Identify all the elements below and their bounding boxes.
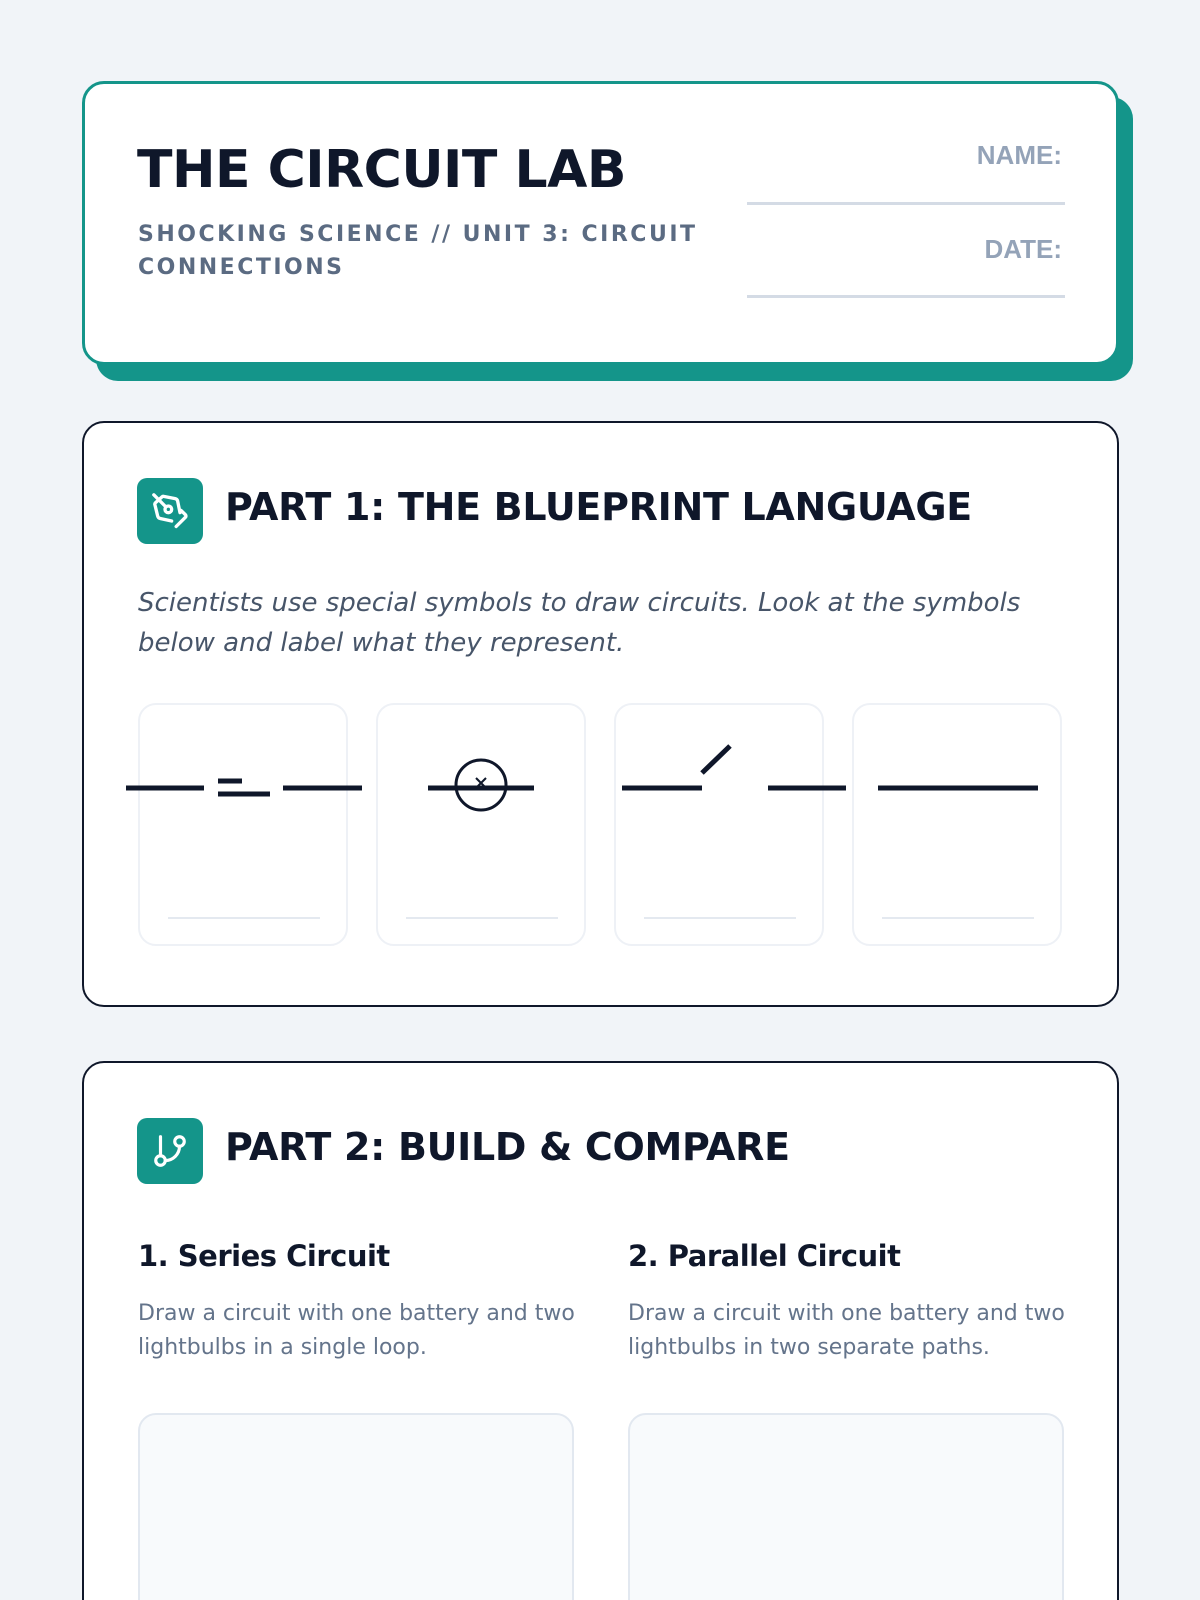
- wire-symbol-icon: [854, 705, 1064, 948]
- symbol-answer-line[interactable]: [168, 917, 320, 919]
- symbol-card-lightbulb: [376, 703, 586, 946]
- page-title: THE CIRCUIT LAB: [137, 140, 626, 200]
- part2-section: [82, 1061, 1119, 1600]
- parallel-heading: 2. Parallel Circuit: [628, 1239, 901, 1273]
- page-subtitle: SHOCKING SCIENCE // UNIT 3: CIRCUIT CONNECTIONS: [138, 222, 698, 280]
- git-branch-icon: [137, 1118, 203, 1184]
- name-label: NAME:: [976, 140, 1062, 170]
- symbol-answer-line[interactable]: [406, 917, 558, 919]
- parallel-drawing-area[interactable]: [628, 1413, 1064, 1600]
- symbol-card-battery: [138, 703, 348, 946]
- part2-title: PART 2: BUILD & COMPARE: [225, 1125, 790, 1169]
- part1-intro: Scientists use special symbols to draw circuits. Look at the symbols below and label what they represent.: [138, 588, 1021, 658]
- name-field[interactable]: [747, 202, 1065, 205]
- symbol-answer-line[interactable]: [644, 917, 796, 919]
- date-label: DATE:: [984, 234, 1062, 264]
- header-card: [82, 81, 1119, 365]
- series-description: Draw a circuit with one battery and two lightbulbs in a single loop.: [138, 1301, 575, 1360]
- series-heading: 1. Series Circuit: [138, 1239, 390, 1273]
- symbol-answer-line[interactable]: [882, 917, 1034, 919]
- series-drawing-area[interactable]: [138, 1413, 574, 1600]
- battery-symbol-icon: [140, 705, 350, 948]
- part1-title: PART 1: THE BLUEPRINT LANGUAGE: [225, 485, 972, 529]
- symbol-card-wire: [852, 703, 1062, 946]
- open-switch-symbol-icon: [616, 705, 826, 948]
- part1-section: [82, 421, 1119, 1007]
- parallel-description: Draw a circuit with one battery and two lightbulbs in two separate paths.: [628, 1301, 1065, 1360]
- symbol-card-switch: [614, 703, 824, 946]
- lightbulb-symbol-icon: [378, 705, 588, 948]
- pen-tool-icon: [137, 478, 203, 544]
- date-field[interactable]: [747, 295, 1065, 298]
